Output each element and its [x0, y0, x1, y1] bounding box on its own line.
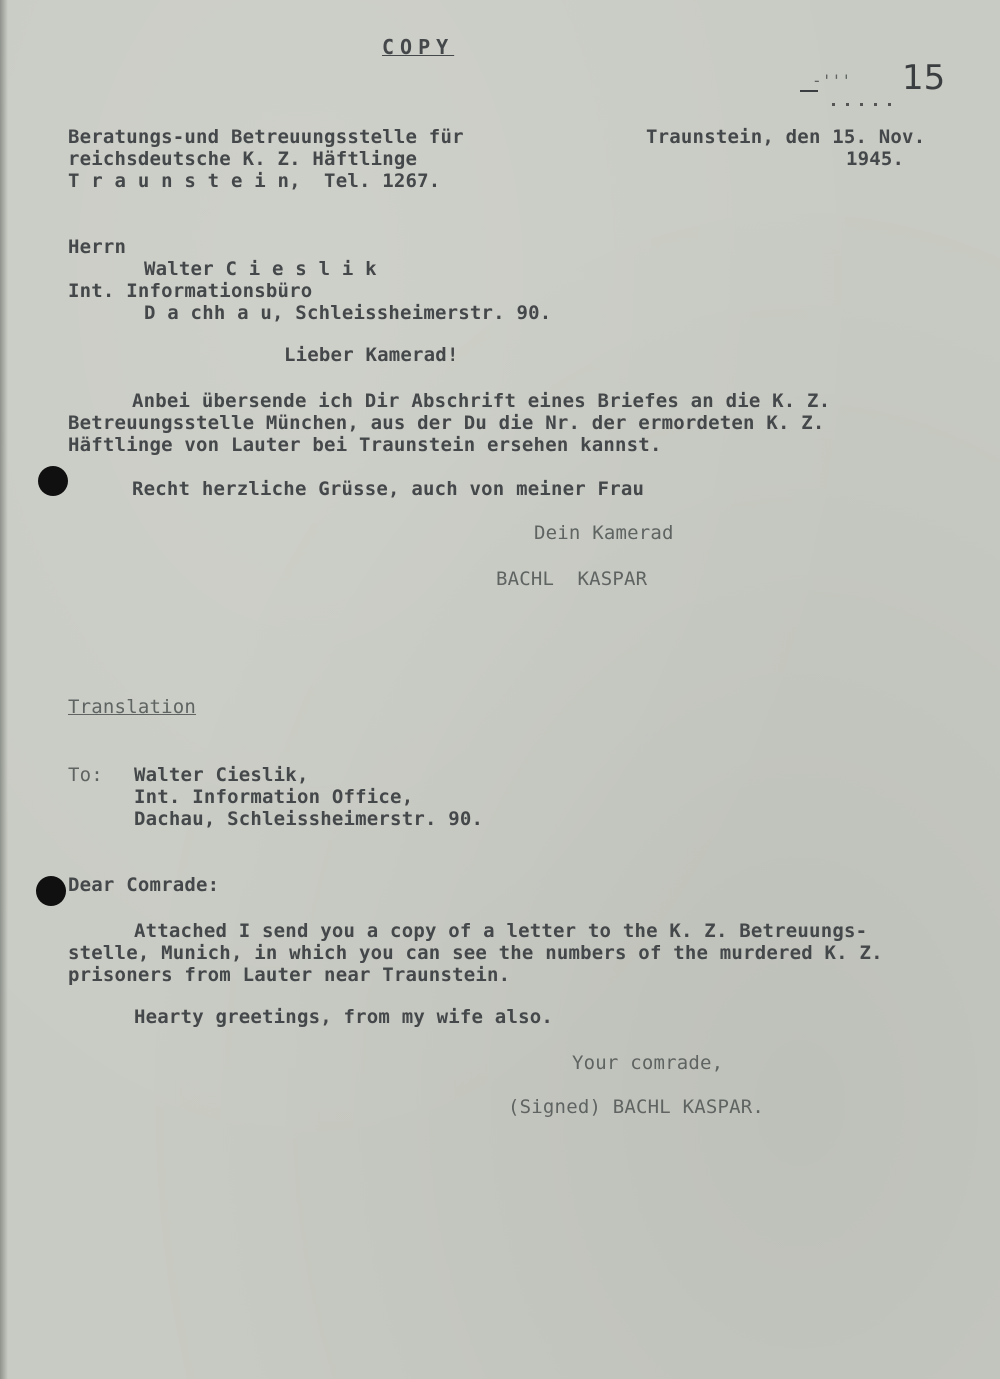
translation-heading: Translation — [68, 696, 197, 718]
german-signature: BACHL KASPAR — [496, 568, 648, 590]
archive-tick — [832, 103, 835, 106]
address-place: D a chh a u, Schleissheimerstr. 90. — [144, 302, 552, 324]
translation-signature: (Signed) BACHL KASPAR. — [508, 1096, 765, 1118]
page-edge-shadow — [0, 0, 8, 1379]
sender-line-1: Beratungs-und Betreuungsstelle für — [68, 126, 464, 148]
sender-line-2: reichsdeutsche K. Z. Häftlinge — [68, 148, 418, 170]
translation-body-line-3: prisoners from Lauter near Traunstein. — [68, 964, 511, 986]
german-greeting: Lieber Kamerad! — [284, 344, 459, 366]
sender-line-3: T r a u n s t e i n, Tel. 1267. — [68, 170, 441, 192]
translation-body-line-2: stelle, Munich, in which you can see the numbers of the murdered K. Z. — [68, 942, 883, 964]
archive-tick — [888, 103, 891, 106]
translation-to-line-1: Walter Cieslik, — [134, 764, 309, 786]
german-sign-off: Dein Kamerad — [534, 522, 674, 544]
date-line-1: Traunstein, den 15. Nov. — [646, 126, 926, 148]
german-body-line-3: Häftlinge von Lauter bei Traunstein ersehen kannst. — [68, 434, 662, 456]
punch-hole — [36, 876, 66, 906]
translation-closing: Hearty greetings, from my wife also. — [134, 1006, 554, 1028]
date-line-2: 1945. — [846, 148, 905, 170]
translation-to-label: To: — [68, 764, 103, 786]
german-body-line-1: Anbei übersende ich Dir Abschrift eines Briefes an die K. Z. — [132, 390, 831, 412]
translation-body-line-1: Attached I send you a copy of a letter to the K. Z. Betreuungs- — [134, 920, 868, 942]
translation-sign-off: Your comrade, — [572, 1052, 724, 1074]
address-herrn: Herrn — [68, 236, 127, 258]
translation-greeting: Dear Comrade: — [68, 874, 220, 896]
archive-mark-faint: -''' — [812, 71, 852, 90]
german-body-line-2: Betreuungsstelle München, aus der Du die Nr. der ermordeten K. Z. — [68, 412, 825, 434]
german-closing: Recht herzliche Grüsse, auch von meiner Frau — [132, 478, 645, 500]
address-name: Walter C i e s l i k — [144, 258, 377, 280]
archive-tick — [846, 103, 849, 106]
archive-number: 15 — [902, 58, 946, 98]
archive-tick — [860, 103, 863, 106]
address-org: Int. Informationsbüro — [68, 280, 313, 302]
translation-to-line-3: Dachau, Schleissheimerstr. 90. — [134, 808, 484, 830]
archive-tick — [874, 103, 877, 106]
archive-dash — [800, 90, 818, 92]
punch-hole — [38, 466, 68, 496]
translation-to-line-2: Int. Information Office, — [134, 786, 414, 808]
copy-heading: COPY — [382, 35, 455, 59]
